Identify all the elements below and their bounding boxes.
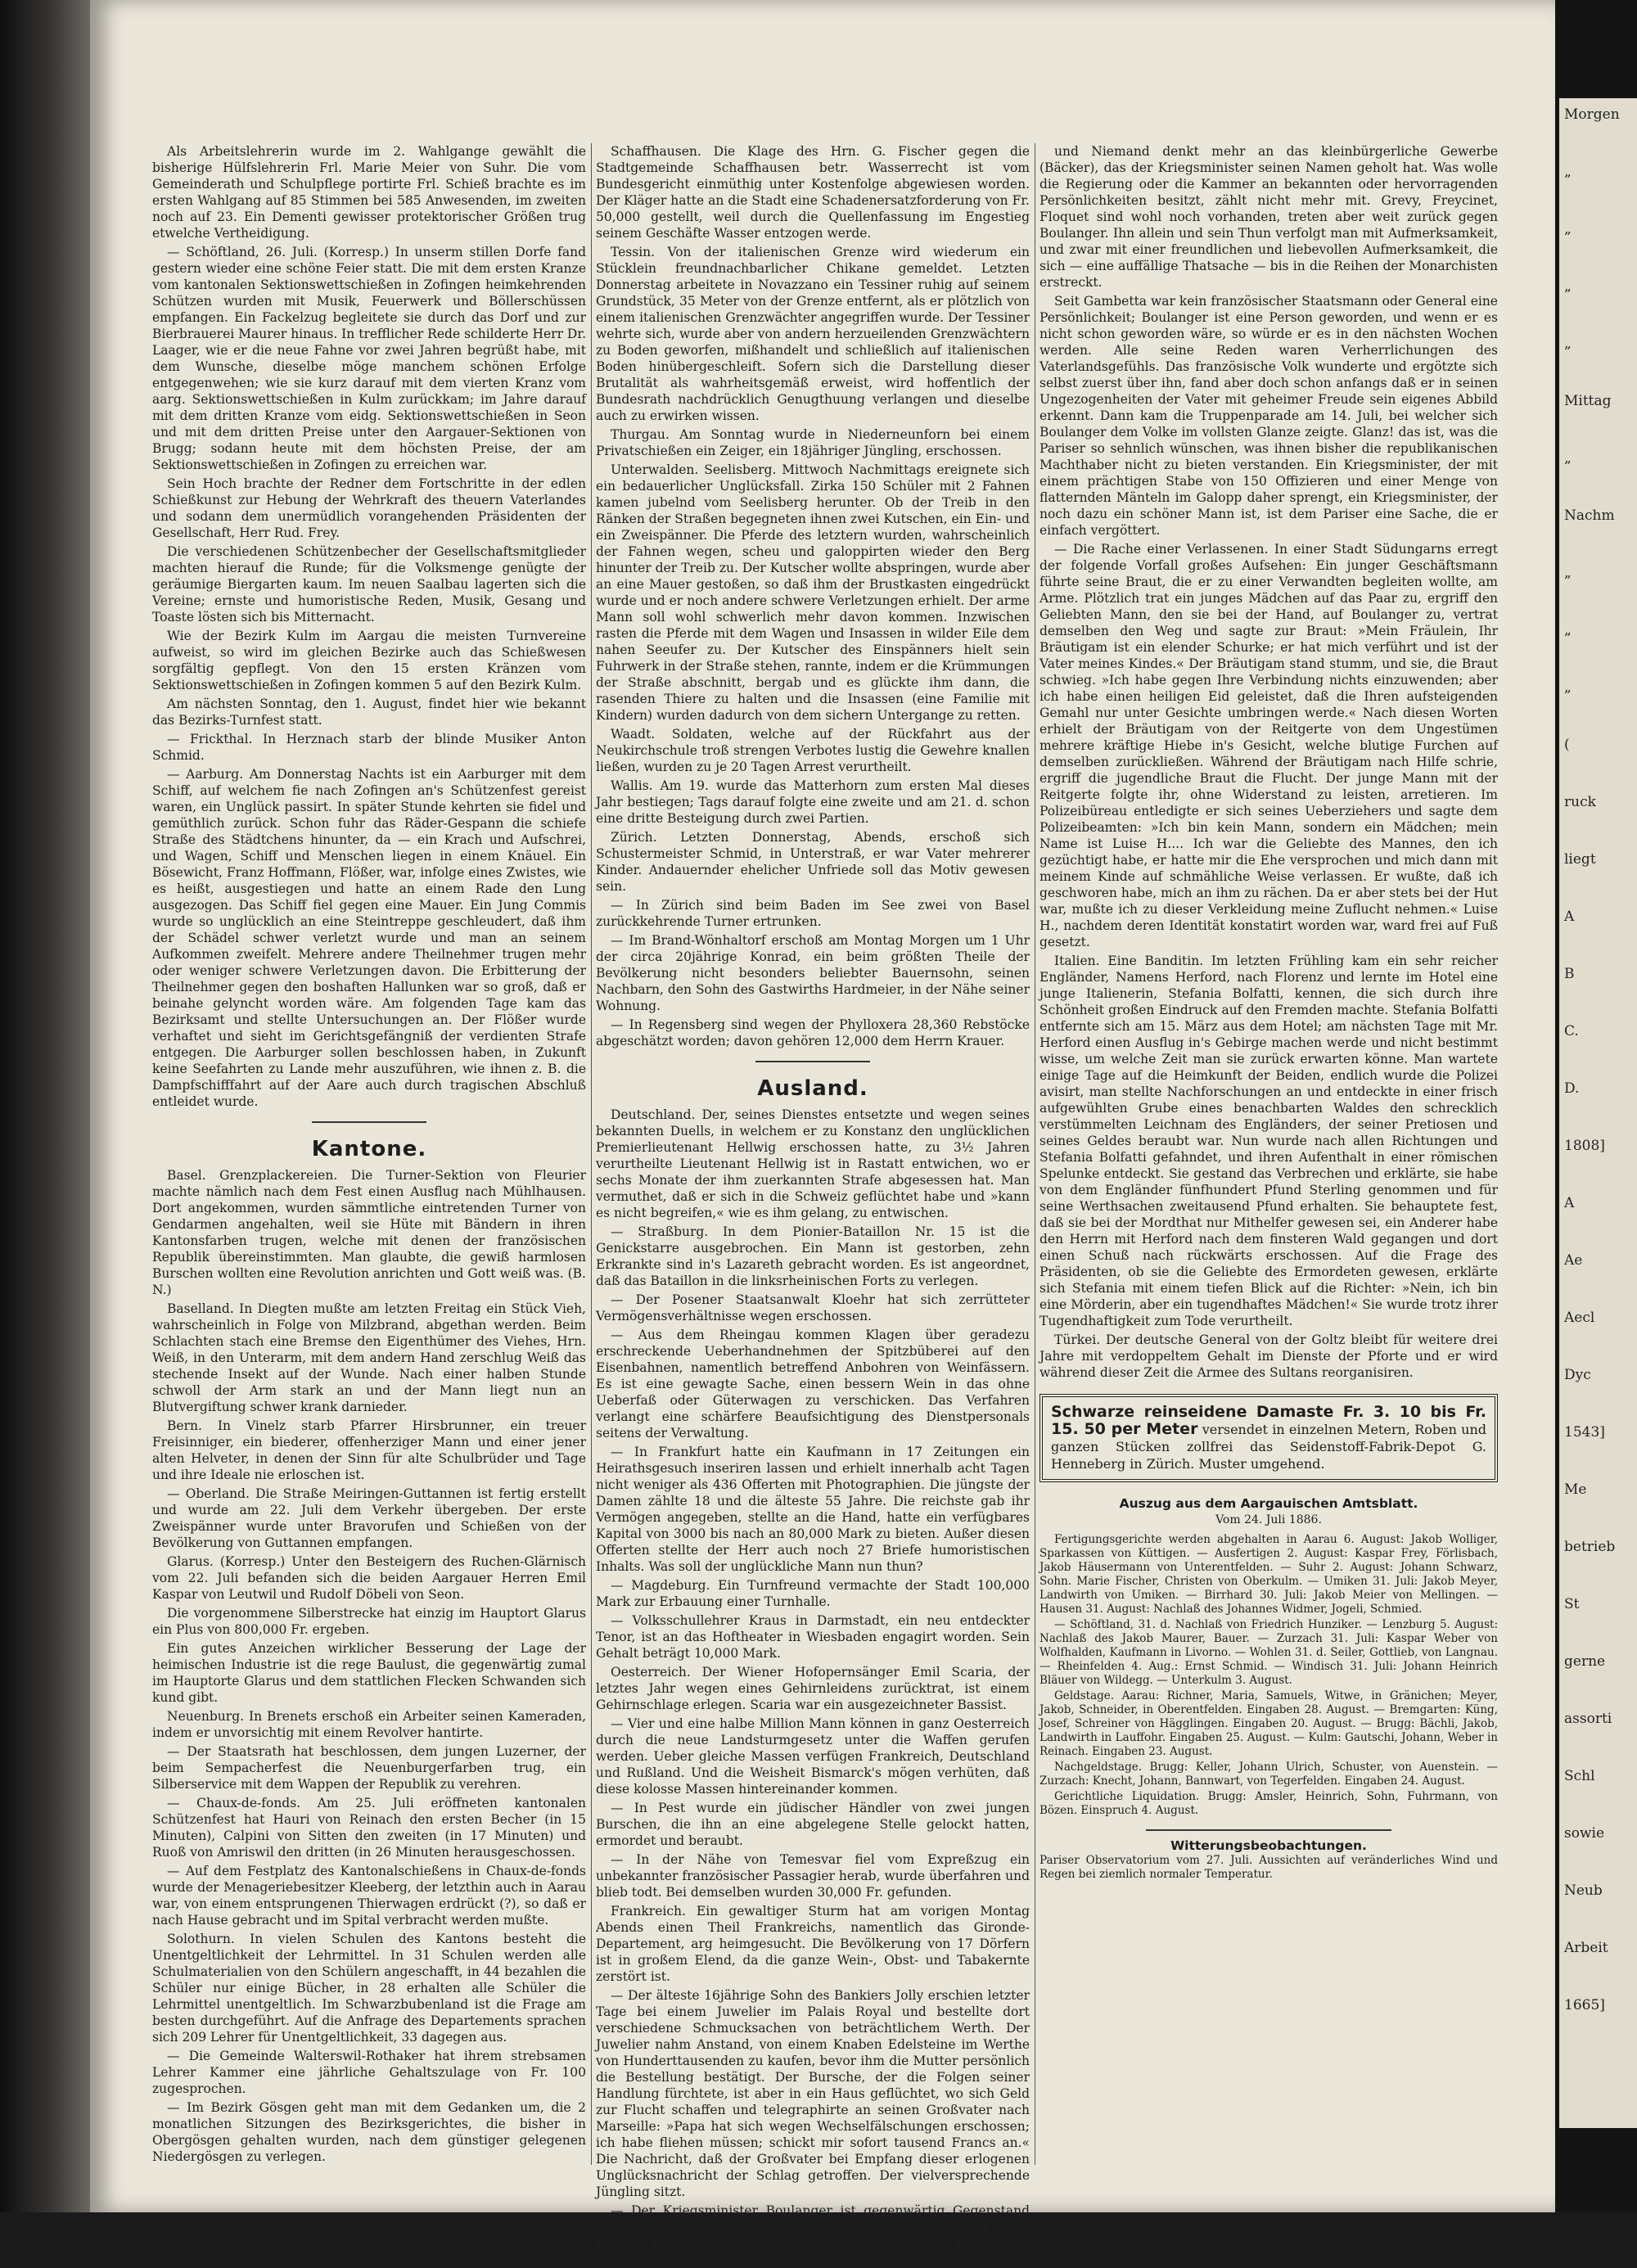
adjacent-page-text: „ xyxy=(1564,679,1572,696)
adjacent-page-text: Arbeit xyxy=(1564,1940,1608,1956)
adjacent-page-text: 1665] xyxy=(1564,1997,1605,2013)
article-paragraph: — Die Gemeinde Walterswil-Rothaker hat ihrem strebsamen Lehrer Kammer eine jährliche Gehaltszulage von Fr. 100 zugesprochen. xyxy=(152,2049,586,2096)
adjacent-page-text: ruck xyxy=(1564,794,1596,810)
column-2-articles xyxy=(596,143,1030,1049)
ad-headline: Schwarze reinseidene Damaste Fr. 3. 10 bis Fr. 15. 50 per Meter xyxy=(1051,1403,1486,1438)
adjacent-page-text: „ xyxy=(1564,565,1572,581)
article-paragraph: Italien. Eine Banditin. Im letzten Frühling kam ein sehr reicher Engländer, Namens Herford, nach Florenz und lernte im Hotel eine junge Italienerin, Stefania Bolfatti, kennen, die sich durch ihre Schönheit großen Eindruck auf den Fremden machte. Stefania Bolfatti entfernte sich am 15. März aus dem Hotel; am nächsten Tage mit Mr. Herford einen Ausflug in's Gebirge machen werde und nicht bestimmt wisse, um welche Zeit man sie zurück erwarten könne. Man wartete einige Tage auf die Heimkunft der Beiden, endlich wurde die Polizei avisirt, man stellte Nachforschungen an und entdeckte in einer frisch aufgewühlten Grube eines benachbarten Waldes den schrecklich verstümmelten Leichnam des Engländers, der seiner Pretiosen und seines Geldes beraubt war. Nun wurde nach allen Richtungen und Stefania Bolfatti gefahndet, und ihren Aufenthalt in einer römischen Spelunke entdeckt. Sie gestand das Verbrechen und erklärte, sie habe von dem Engländer fünfhundert Pfund Sterling genommen und für seine Werthsachen zweitausend Pfund erhalten. Sie behauptete fest, daß sie bei der Mordthat nur Mithelfer gewesen sei, ein Anderer habe den Herrn mit Herford nach dem finsteren Wald gegangen und dort einen Schuß nach rückwärts erschossen. Auf die Frage des Präsidenten, ob sie die Geliebte des Ermordeten gewesen, erklärte sich Stefania mit einem tiefen Blick auf die Richter: »Nein, ich bin eine Mörderin, aber ein tugendhaftes Mädchen!« Sie wurde trotz ihrer Tugendhaftigkeit zum Tode verurtheilt. xyxy=(1039,954,1498,1328)
amtsblatt-notices xyxy=(1039,1533,1498,1818)
column-3-articles xyxy=(1039,143,1498,1381)
article-paragraph: — In Pest wurde ein jüdischer Händler von zwei jungen Burschen, die ihn an eine abgelegene Stelle gelockt hatten, ermordet und beraubt. xyxy=(596,1801,1030,1848)
adjacent-page-text: ( xyxy=(1564,737,1570,753)
column-rule xyxy=(591,143,592,2165)
article-paragraph: Glarus. (Korresp.) Unter den Besteigern des Ruchen-Glärnisch vom 22. Juli befanden sich die beiden Aargauer Herren Emil Kaspar von Leutwil und Rudolf Döbeli von Seon. xyxy=(152,1554,586,1602)
article-paragraph: — Vier und eine halbe Million Mann können in ganz Oesterreich durch die neue Landsturmgesetz unter die Waffen gerufen werden. Ueber gleiche Massen verfügen Frankreich, Deutschland und Rußland. Und die Weisheit Bismarck's mögen verhüten, daß diese kolosse Massen hintereinander kommen. xyxy=(596,1716,1030,1797)
adjacent-page-text: Me xyxy=(1564,1481,1587,1498)
article-paragraph: — Schöftland, 26. Juli. (Korresp.) In unserm stillen Dorfe fand gestern wieder eine schöne Feier statt. Die mit dem ersten Kranze vom kantonalen Sektionswettschießen in Zofingen heimkehrenden Schützen wurden mit Musik, Feuerwerk und Böllerschüssen empfangen. Ein Fackelzug begleitete sie durch das Dorf und zur Bierbrauerei Maurer hinaus. In trefflicher Rede schilderte Herr Dr. Laager, wie er die neue Fahne vor zwei Jahren begrüßt habe, mit dem Wunsche, dieselbe möge manchem schönen Erfolge entgegenwehen; wie sie kurz darauf mit dem vierten Kranz vom aarg. Sektionswettschießen in Kulm zurückkam; im Jahre darauf mit dem dritten Kranze vom eidg. Sektionswettschießen in Seon und mit dem dritten Preise unter den Aargauer-Sektionen von Brugg; sodann heute mit dem höchsten Preise, der am Sektionswettschießen in Zofingen zu erreichen war. xyxy=(152,245,586,472)
article-paragraph: Die verschiedenen Schützenbecher der Gesellschaftsmitglieder machten hierauf die Runde; für die Volksmenge genügte der geräumige Biergarten kaum. Im neuen Saalbau lagerten sich die Vereine; ernste und humoristische Reden, Musik, Gesang und Toaste lösten sich bis Mitternacht. xyxy=(152,544,586,624)
silk-advertisement xyxy=(1039,1394,1498,1482)
article-paragraph: — Magdeburg. Ein Turnfreund vermachte der Stadt 100,000 Mark zur Erbauung einer Turnhalle. xyxy=(596,1578,1030,1609)
article-paragraph: Frankreich. Ein gewaltiger Sturm hat am vorigen Montag Abends einen Theil Frankreichs, namentlich das Gironde-Departement, arg heimgesucht. Die Bevölkerung von 17 Dörfern ist in großem Elend, da die ganze Wein-, Obst- und Tabakernte zerstört ist. xyxy=(596,1904,1030,1984)
article-paragraph: Basel. Grenzplackereien. Die Turner-Sektion von Fleurier machte nämlich nach dem Fest einen Ausflug nach Mühlhausen. Dort angekommen, wurden sämmtliche eintretenden Turner von Gendarmen angehalten, weil sie Hüte mit Bändern in ihren Kantonsfarben trugen, welche mit denen der französischen Republik übereinstimmten. Man glaubte, die gewiß harmlosen Burschen wollten eine Revolution anrichten und Gott weiß was. (B. N.) xyxy=(152,1168,586,1297)
column-3 xyxy=(1039,143,1498,2181)
article-paragraph: — Der älteste 16jährige Sohn des Bankiers Jolly erschien letzter Tage bei einem Juwelier im Palais Royal und bestellte dort verschiedene Schmucksachen von beträchtlichem Werth. Der Juwelier nahm Anstand, von einem Knaben Edelsteine im Werthe von Hunderttausenden zu kaufen, bevor ihm die Mutter persönlich die Bestellung bestätigt. Der Bursche, der die Folgen seiner Handlung fürchtete, ist aber in ein Haus geflüchtet, wo sich Geld zur Flucht schaffen und telegraphirte an seinen Großvater nach Marseille: »Papa hat sich wegen Wechselfälschungen erschossen; ich habe fliehen müssen; schickt mir sofort tausend Francs an.« Die Nachricht, daß der Großvater bei Empfang dieser erlogenen Unglücksnachricht der Schlag getroffen. Der vielversprechende Jüngling sitzt. xyxy=(596,1988,1030,2199)
adjacent-page-text: „ xyxy=(1564,164,1572,180)
article-paragraph: Ein gutes Anzeichen wirklicher Besserung der Lage der heimischen Industrie ist die rege Baulust, die gegenwärtig zumal im Hauptorte Glarus und dem stattlichen Flecken Schwanden sich kund gibt. xyxy=(152,1641,586,1705)
adjacent-page-text: „ xyxy=(1564,450,1572,467)
adjacent-page-text: Neub xyxy=(1564,1882,1603,1899)
article-paragraph: — Straßburg. In dem Pionier-Bataillon Nr. 15 ist die Genickstarre ausgebrochen. Ein Mann ist gestorben, zehn Erkrankte sind in's Lazareth gebracht worden. Es ist angeordnet, daß das Bataillon in die linksrheinischen Forts zu verlegen. xyxy=(596,1224,1030,1288)
article-paragraph: — Der Posener Staatsanwalt Kloehr hat sich zerrütteter Vermögensverhältnisse wegen erschossen. xyxy=(596,1292,1030,1323)
adjacent-page-text: Nachm xyxy=(1564,507,1615,524)
amtsblatt-title: Auszug aus dem Aargauischen Amtsblatt. xyxy=(1119,1496,1418,1511)
article-paragraph: — Die Rache einer Verlassenen. In einer Stadt Südungarns erregt der folgende Vorfall großes Aufsehen: Ein junger Geschäftsmann führte seine Braut, die er zu einer Verwandten begleiten wollte, am Arme. Plötzlich trat ein junges Mädchen auf das Paar zu, ergriff den Geliebten Mann, den sie bei der Hand, auf Boulanger zu, vertrat demselben den Weg und sagte zur Braut: »Mein Fräulein, Ihr Bräutigam ist ein elender Schurke; er hat mich verführt und ist der Vater meines Kindes.« Der Bräutigam stand stumm, und sie, die Braut schwieg. »Ich habe gegen Ihre Verbindung nichts einzuwenden; aber ich habe einen heiligen Eid geleistet, daß die Ihren aufsteigenden Gemahl nur unter Gesichte umbringen werde.« Nach diesen Worten erhielt der Bräutigam von der Reitgerte von dem Ungestümen mehrere kräftige Hiebe in's Gesicht, welche blutige Furchen auf demselben zurückließen. Während der Bräutigam nach Hilfe schrie, ergriff die jugendliche Braut die Flucht. Der junge Mann mit der Reitgerte folgte ihr, ohne Widerstand zu leisten, arretieren. Im Polizeibüreau entledigte er sich seines Ueberziehers und sagte dem Polizeibeamten: »Ich bin kein Mann, sondern ein Mädchen; mein Name ist Luise H.... Ich war die Geliebte des Mannes, den ich gezüchtigt habe, er hatte mir die Ehe versprochen und mich dann mit meinem Kinde auf schmähliche Weise verlassen. Er wußte, daß ich geschworen habe, mich an ihm zu rächen. Da er aber stets bei der Hut war, mußte ich zu dieser Verkleidung meine Zuflucht nehmen.« Luise H., nachdem deren Identität konstatirt worden war, ward frei auf Fuß gesetzt. xyxy=(1039,542,1498,949)
article-paragraph: — Aus dem Rheingau kommen Klagen über geradezu erschreckende Ueberhandnehmen der Spitzbüberei auf den Eisenbahnen, namentlich betreffend Anbohren von Weinfässern. Es ist eine gewagte Sache, einen bessern Wein in das ohne Ueberfaß oder Güterwagen zu verschicken. Das Verfahren verlangt eine schärfere Beaufsichtigung des Dienstpersonals seitens der Verwaltung. xyxy=(596,1328,1030,1441)
article-paragraph: Bern. In Vinelz starb Pfarrer Hirsbrunner, ein treuer Freisinniger, ein biederer, offenherziger Mann und einer jener alten Helveter, in denen der Sinn für alte Schulbrüder und Tage und ihre Ideale nie erloschen ist. xyxy=(152,1418,586,1482)
article-paragraph: Schaffhausen. Die Klage des Hrn. G. Fischer gegen die Stadtgemeinde Schaffhausen betr. Wasserrecht ist vom Bundesgericht einmüthig unter Kostenfolge abgewiesen worden. Der Kläger hatte an die Stadt eine Schadenersatzforderung von Fr. 50,000 gestellt, weil durch die Quellenfassung im Engestieg seinem Geschäfte Wasser entzogen werde. xyxy=(596,144,1030,241)
column-1 xyxy=(152,143,586,2181)
adjacent-page-text: „ xyxy=(1564,278,1572,295)
adjacent-page-text: assorti xyxy=(1564,1711,1612,1727)
article-paragraph: — Aarburg. Am Donnerstag Nachts ist ein Aarburger mit dem Schiff, auf welchem fie nach Zofingen an's Schützenfest gereist waren, ein Unglück passirt. In später Stunde kehrten sie fidel und gemüthlich zurück. Schon fuhr das Räder-Gespann die schiefe Straße des Städtchens hinunter, da — ein Krach und Aufschrei, und Wagen, Schiff und Menschen liegen in einem Knäuel. Ein Bösewicht, Franz Hoffmann, Flößer, war, infolge eines Zwistes, wie es heißt, ausgestiegen und hatte an einem Rade den Lung ausgezogen. Das Schiff fiel gegen eine Mauer. Ein Jung Commis wurde so unglücklich an eine Steintreppe geschleudert, daß ihm der Schädel schwer verletzt wurde und man an seinem Aufkommen zweifelt. Mehrere andere Theilnehmer trugen mehr oder weniger schwere Verletzungen davon. Die Erbitterung der Theilnehmer gegen den boshaften Hallunken war so groß, daß er beinahe gelyncht worden wäre. Am folgenden Tage kam das Bezirksamt und stellte Untersuchungen an. Der Flößer wurde verhaftet und sieht im Gerichtsgefängniß der verdienten Strafe entgegen. Die Aarburger sollen beschlossen haben, in Zukunft keine Seefahrten zu Lande mehr auszuführen, wie ihnen z. B. die Dampfschifffahrt auf der Aare auch durch tragischen Abschluß entleidet wurde. xyxy=(152,767,586,1109)
adjacent-page-text: B xyxy=(1564,966,1575,982)
article-paragraph: Sein Hoch brachte der Redner dem Fortschritte in der edlen Schießkunst zur Hebung der Wehrkraft des theuern Vaterlandes und sodann dem unermüdlich vorangehenden Präsidenten der Gesellschaft, Herr Rud. Frey. xyxy=(152,476,586,540)
article-paragraph: — Im Bezirk Gösgen geht man mit dem Gedanken um, die 2 monatlichen Sitzungen des Bezirksgerichtes, die bisher in Obergösgen gehalten wurden, nach dem günstiger gelegenen Niedergösgen zu verlegen. xyxy=(152,2100,586,2164)
article-paragraph: und Niemand denkt mehr an das kleinbürgerliche Gewerbe (Bäcker), das der Kriegsminister seinen Namen geholt hat. Was wolle die Regierung oder die Kammer an bekannten oder hervorragenden Persönlichkeiten besitzt, zählt nicht mehr mit. Grevy, Freycinet, Floquet sind wohl noch vorhanden, treten aber weit zurück gegen Boulanger. Ihn allein und sein Thun verfolgt man mit Aufmerksamkeit, und zwar mit einer freundlichen und liebevollen Aufmerksamkeit, die sich — eine auffällige Thatsache — bis in die Reihen der Monarchisten erstreckt. xyxy=(1039,144,1498,290)
adjacent-page-text: „ xyxy=(1564,622,1572,638)
adjacent-page-text: gerne xyxy=(1564,1653,1606,1670)
article-paragraph: Nachgeldstage. Brugg: Keller, Johann Ulrich, Schuster, von Auenstein. — Zurzach: Knecht, Johann, Bannwart, von Tegerfelden. Eingaben 24. August. xyxy=(1039,1761,1498,1788)
adjacent-page-text: „ xyxy=(1564,221,1572,237)
article-paragraph: — Schöftland, 31. d. Nachlaß von Friedrich Hunziker. — Lenzburg 5. August: Nachlaß des Jakob Maurer, Bauer. — Zurzach 31. Juli: Kaspar Weber von Wolfhalden, Kaufmann in Livorno. — Wohlen 31. d. Seiler, Gottlieb, von Langnau. — Rheinfelden 4. Aug.: Ernst Schmid. — Windisch 31. Juli: Johann Heinrich Bläuer von Wildegg. — Unterkulm 3. August. xyxy=(1039,1618,1498,1687)
article-paragraph: Neuenburg. In Brenets erschoß ein Arbeiter seinen Kameraden, indem er unvorsichtig mit einem Revolver hantirte. xyxy=(152,1709,586,1740)
article-paragraph: Thurgau. Am Sonntag wurde in Niederneunforn bei einem Privatschießen ein Zeiger, ein 18jähriger Jüngling, erschossen. xyxy=(596,427,1030,458)
article-paragraph: — In der Nähe von Temesvar fiel vom Expreßzug ein unbekannter französischer Passagier herab, wurde überfahren und blieb todt. Bei demselben wurden 30,000 Fr. gefunden. xyxy=(596,1852,1030,1900)
adjacent-page-text: Schl xyxy=(1564,1768,1595,1784)
article-paragraph: Seit Gambetta war kein französischer Staatsmann oder General eine Persönlichkeit; Boulanger ist eine Person geworden, und wenn er es nicht schon geworden wäre, so würde er es in den nächsten Wochen werden. Alle seine Reden waren Verherrlichungen des Vaterlandsgefühls. Das französische Volk wunderte und ergötzte sich selbst zuerst über ihn, fand aber doch schon anfangs daß er in seinen Ungezogenheiten der Vater mit geheimer Freude sein eigenes Abbild erkennt. Dann kam die Truppenparade am 14. Juli, bei welcher sich Boulanger dem Volke im vollsten Glanze zeigte. Glanz! das ist, was die Pariser so sehnlich wünschen, was ihnen bisher die republikanischen Machthaber nicht zu bieten verstanden. Ein Kriegsminister, der mit einem prächtigen Stabe von 150 Offizieren und einer Menge von flatternden Mänteln im Galopp daher sprengt, ein Kriegsminister, der noch dazu ein schöner Mann ist, ist dem Pariser eine Sache, die er einfach vergöttert. xyxy=(1039,294,1498,538)
weather-title: Witterungsbeobachtungen. xyxy=(1170,1838,1367,1853)
adjacent-page-text: A xyxy=(1564,909,1575,925)
article-paragraph: Zürich. Letzten Donnerstag, Abends, erschoß sich Schustermeister Schmid, in Unterstraß, er war Vater mehrerer Kinder. Andauernder ehelicher Unfriede soll das Motiv gewesen sein. xyxy=(596,830,1030,894)
article-paragraph: — Der Kriegsminister Boulanger ist gegenwärtig Gegenstand der allgemeinen Aufmerksamkeit. Der Name, welcher dieser Mann für das französische Volk etwas Anstoßendes hatte, ist in aller Mund xyxy=(596,2203,1030,2267)
article-paragraph: Deutschland. Der, seines Dienstes entsetzte und wegen seines bekannten Duells, in welchem er zu Konstanz den unglücklichen Premierlieutenant Hellwig erschossen hatte, zu 3½ Jahren verurtheilte Lieutenant Hellwig ist in Rastatt entwichen, wo er sechs Monate der ihm zuerkannten Strafe abgesessen hat. Man vermuthet, daß er sich in die Schweiz geflüchtet habe und »kann es nicht begreifen,« wie es ihm gelang, zu entwischen. xyxy=(596,1107,1030,1220)
adjacent-page-text: „ xyxy=(1564,336,1572,352)
column-1-articles xyxy=(152,143,586,1110)
adjacent-page-text: Ae xyxy=(1564,1252,1583,1269)
article-paragraph: — Volksschullehrer Kraus in Darmstadt, ein neu entdeckter Tenor, ist an das Hoftheater in Wiesbaden engagirt worden. Sein Gehalt beträgt 10,000 Mark. xyxy=(596,1613,1030,1661)
ad-text: versendet in einzelnen Metern, Roben und ganzen Stücken zollfrei das Seidenstoff-Fabrik-Depot G. Henneberg in Zürich. Muster umgehend. xyxy=(1051,1422,1486,1472)
adjacent-page-text: sowie xyxy=(1564,1825,1605,1842)
article-paragraph: Wie der Bezirk Kulm im Aargau die meisten Turnvereine aufweist, so wird im gleichen Bezirke auch das Schießwesen sorgfältig gepflegt. Von den 15 ersten Kränzen vom Sektionswettschießen in Zofingen kommen 5 auf den Bezirk Kulm. xyxy=(152,629,586,692)
adjacent-page-text: liegt xyxy=(1564,851,1596,868)
book-spine-shadow xyxy=(0,0,90,2212)
adjacent-page-text: St xyxy=(1564,1596,1580,1612)
adjacent-page-text: D. xyxy=(1564,1080,1580,1097)
column-1-cantons xyxy=(152,1167,586,2165)
article-paragraph: Als Arbeitslehrerin wurde im 2. Wahlgange gewählt die bisherige Hülfslehrerin Frl. Marie Meier von Suhr. Die vom Gemeinderath und Schulpflege portirte Frl. Schieß brachte es im ersten Wahlgang auf 85 Stimmen bei 585 Anwesenden, im zweiten noch auf 23. Ein Dementi gewisser protektorischer Größen trug etwelche Vertheidigung. xyxy=(152,144,586,241)
article-paragraph: — Der Staatsrath hat beschlossen, dem jungen Luzerner, der beim Sempacherfest die Neuenburgerfarben trug, ein Silberservice mit dem Wappen der Republik zu verehren. xyxy=(152,1744,586,1792)
weather-text: Pariser Observatorium vom 27. Juli. Aussichten auf veränderliches Wind und Regen bei ziemlich normaler Temperatur. xyxy=(1039,1854,1498,1881)
adjacent-page-text: A xyxy=(1564,1195,1575,1211)
article-paragraph: Solothurn. In vielen Schulen des Kantons besteht die Unentgeltlichkeit der Lehrmittel. In 31 Schulen werden alle Schulmaterialien von den Schülern angeschafft, in 44 bezahlen die Schüler nur einige Bücher, in 28 erhalten alle Schüler die Lehrmittel unentgeltlich. Im Schwarzbubenland ist die Frage am besten durchgeführt. Auf die Anfrage des Departements sprachen sich 209 Lehrer für Unentgeltlichkeit, 33 dagegen aus. xyxy=(152,1932,586,2045)
article-paragraph: — Im Brand-Wönhaltorf erschoß am Montag Morgen um 1 Uhr der circa 20jährige Konrad, ein beim größten Theile der Bevölkerung nicht besonders beliebter Bauernsohn, seinen Nachbarn, den Sohn des Gastwirths Hardmeier, in der Nähe seiner Wohnung. xyxy=(596,933,1030,1013)
section-divider xyxy=(755,1061,870,1062)
article-paragraph: Tessin. Von der italienischen Grenze wird wiederum ein Stücklein freundnachbarlicher Chikane gemeldet. Letzten Donnerstag arbeitete in Novazzano ein Tessiner ruhig auf seinem Grundstück, 35 Meter von der Grenze entfernt, als er plötzlich von einem italienischen Grenzwächter angegriffen wurde. Der Tessiner wehrte sich, wurde aber von andern herzueilenden Grenzwächtern zu Boden geworfen, mißhandelt und schließlich auf italienischen Boden hinübergeschleift. Sofern sich die Darstellung dieser Brutalität als wahrheitsgemäß erweist, wird hoffentlich der Bundesrath nachdrücklich Genugthuung verlangen und dieselbe auch zu erwirken wissen. xyxy=(596,245,1030,423)
article-paragraph: — Chaux-de-fonds. Am 25. Juli eröffneten kantonalen Schützenfest hat Hauri von Reinach den ersten Becher (in 15 Minuten), Calpini von Sitten den zweiten (in 17 Minuten) und Ruoß von Amriswil den dritten (in 26 Minuten herausgeschossen. xyxy=(152,1796,586,1860)
adjacent-page-text: 1543] xyxy=(1564,1424,1605,1441)
adjacent-page-fragment xyxy=(1559,98,1637,2128)
column-2-foreign xyxy=(596,1107,1030,2268)
column-2 xyxy=(596,143,1030,2267)
article-paragraph: Waadt. Soldaten, welche auf der Rückfahrt aus der Neukirchschule troß strengen Verbotes lustig die Gewehre knallen ließen, wurden zu je 20 Tagen Arrest verurtheilt. xyxy=(596,727,1030,774)
article-paragraph: — Frickthal. In Herznach starb der blinde Musiker Anton Schmid. xyxy=(152,732,586,763)
article-paragraph: Wallis. Am 19. wurde das Matterhorn zum ersten Mal dieses Jahr bestiegen; Tags darauf folgte eine zweite und am 21. d. schon eine dritte Besteigung durch zwei Partien. xyxy=(596,778,1030,826)
article-paragraph: Fertigungsgerichte werden abgehalten in Aarau 6. August: Jakob Wolliger, Sparkassen von Küttigen. — Ausfertigen 2. August: Kaspar Frey, Förlisbach, Jakob Häusermann von Unterentfelden. — Suhr 2. August: Johann Schwarz, Sohn. Marie Fischer, Christen von Oberkulm. — Umiken 31. Juli: Jakob Meyer, Landwirth von Umiken. — Birrhard 30. Juli: Jakob Meier von Mellingen. — Hausen 31. August: Nachlaß des Johannes Widmer, Jogeli, Schmied. xyxy=(1039,1533,1498,1616)
article-paragraph: — Auf dem Festplatz des Kantonalschießens in Chaux-de-fonds wurde der Menageriebesitzer Kleeberg, der letzthin auch in Aarau war, von einem entsprungenen Thierwagen erdrückt (?), so daß er nach Hause gebracht und im Spital verbracht werden mußte. xyxy=(152,1864,586,1928)
section-divider xyxy=(1146,1829,1391,1831)
article-paragraph: Geldstage. Aarau: Richner, Maria, Samuels, Witwe, in Gränichen; Meyer, Jakob, Schneider, in Oberentfelden. Eingaben 28. August. — Bremgarten: Küng, Josef, Schreiner von Hägglingen. Eingaben 20. August. — Brugg: Bächli, Jakob, Landwirth in Lauffohr. Eingaben 25. August. — Kulm: Gautschi, Johann, Weber in Reinach. Eingaben 23. August. xyxy=(1039,1689,1498,1758)
amtsblatt-date: Vom 24. Juli 1886. xyxy=(1215,1513,1322,1526)
adjacent-page-text: Mittag xyxy=(1564,393,1612,409)
article-paragraph: Gerichtliche Liquidation. Brugg: Amsler, Heinrich, Sohn, Fuhrmann, von Bözen. Einspruch 4. August. xyxy=(1039,1790,1498,1817)
article-paragraph: — Oberland. Die Straße Meiringen-Guttannen ist fertig erstellt und wurde am 22. Juli dem Verkehr übergeben. Der erste Zweispänner wurde unter Bravorufen und Schießen von der Bevölkerung von Guttannen empfangen. xyxy=(152,1486,586,1550)
section-title-ausland: Ausland. xyxy=(757,1076,868,1101)
article-paragraph: — In Frankfurt hatte ein Kaufmann in 17 Zeitungen ein Heirathsgesuch inseriren lassen und erhielt innerhalb acht Tagen nicht weniger als 436 Offerten mit Photographien. Die jüngste der Damen zählte 18 und die älteste 55 Jahre. Die reichste gab ihr Vermögen angegeben, stellte an die Hand, hatte ein verfügbares Kapital von 3000 bis nach an 80,000 Mark zu bieten. Außer diesen Offerten stellte der Herr auch noch 27 Briefe humoristischen Inhalts. Was soll der unglückliche Mann nun thun? xyxy=(596,1445,1030,1574)
adjacent-page-text: C. xyxy=(1564,1023,1579,1039)
article-paragraph: Türkei. Der deutsche General von der Goltz bleibt für weitere drei Jahre mit verdoppeltem Gehalt im Dienste der Pforte und er wird während dieser Zeit die Armee des Sultans reorganisiren. xyxy=(1039,1332,1498,1380)
adjacent-page-text: 1808] xyxy=(1564,1138,1605,1154)
article-paragraph: Unterwalden. Seelisberg. Mittwoch Nachmittags ereignete sich ein bedauerlicher Unglücksfall. Zirka 150 Schüler mit 2 Fahnen kamen jubelnd vom Seelisberg herunter. Ob der Treib in den Ränken der Straßen begegneten ihnen zwei Kutschen, ein Ein- und ein Zweispänner. Die Pferde des letztern wurden, wahrscheinlich der Fahnen wegen, scheu und galoppirten wieder den Berg hinunter der Treib zu. Der Kutscher wollte abspringen, wurde aber an eine Mauer gestoßen, so daß ihm der Brustkasten eingedrückt wurde und er noch andere schwere Verletzungen erhielt. Der arme Mann soll wohl schwerlich mehr davon kommen. Inzwischen rasten die Pferde mit dem Wagen und Insassen in wilder Eile dem nahen Seeufer zu. Der Kutscher des Einspänners hielt sein Fuhrwerk in der Straße stehen, rannte, indem er die Krümmungen der Straße abschnitt, bergab und es glückte ihm dann, die rasenden Thiere zu halten und die Insassen (eine Familie mit Kindern) wurden dadurch von dem sichern Untergange zu retten. xyxy=(596,462,1030,723)
section-title-kantone: Kantone. xyxy=(311,1137,427,1161)
article-paragraph: Am nächsten Sonntag, den 1. August, findet hier wie bekannt das Bezirks-Turnfest statt. xyxy=(152,697,586,728)
article-paragraph: — In Regensberg sind wegen der Phylloxera 28,360 Rebstöcke abgeschätzt worden; davon gehören 12,000 dem Herrn Krauer. xyxy=(596,1017,1030,1048)
article-paragraph: Oesterreich. Der Wiener Hofopernsänger Emil Scaria, der letztes Jahr wegen eines Gehirnleidens zurücktrat, ist einem Gehirnschlage erlegen. Scaria war ein ausgezeichneter Bassist. xyxy=(596,1665,1030,1712)
adjacent-page-text: Aecl xyxy=(1564,1310,1595,1326)
adjacent-page-text: betrieb xyxy=(1564,1539,1616,1555)
article-paragraph: Die vorgenommene Silberstrecke hat einzig im Hauptort Glarus ein Plus von 800,000 Fr. ergeben. xyxy=(152,1606,586,1637)
section-divider xyxy=(312,1121,426,1123)
article-paragraph: Baselland. In Diegten mußte am letzten Freitag ein Stück Vieh, wahrscheinlich in Folge von Milzbrand, abgethan werden. Beim Schlachten stach eine Bremse den Eigenthümer des Viehes, Hrn. Weiß, in den Unterarm, mit dem andern Hand zerschlug Weiß das stechende Insekt auf der Wunde. Nach einer halben Stunde schwoll der Arm stark an und der Mann liegt nun an Blutvergiftung schwer krank darnieder. xyxy=(152,1301,586,1414)
article-paragraph: — In Zürich sind beim Baden im See zwei von Basel zurückkehrende Turner ertrunken. xyxy=(596,898,1030,929)
adjacent-page-text: Morgen xyxy=(1564,106,1620,123)
adjacent-page-text: Dyc xyxy=(1564,1367,1591,1383)
